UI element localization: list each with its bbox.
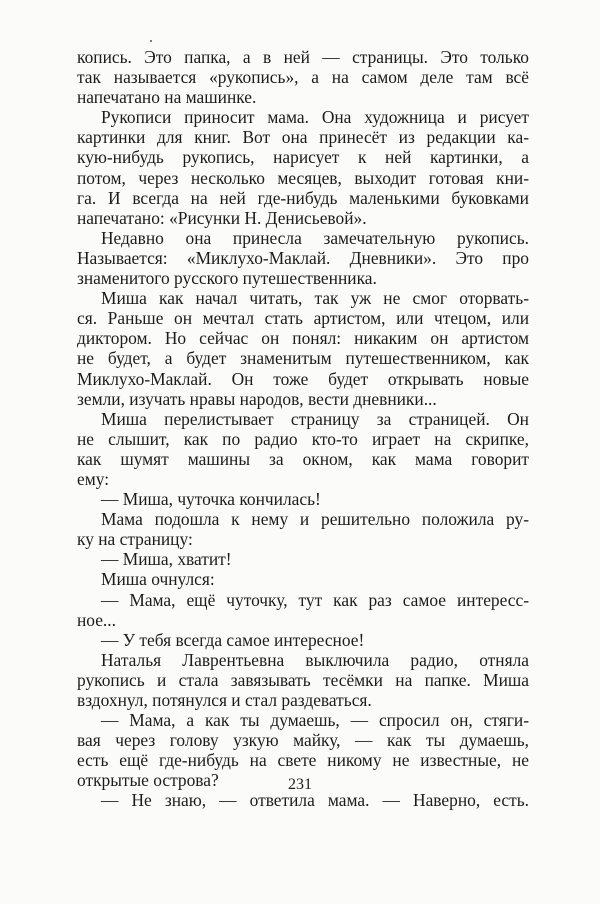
- text-line: га. И всегда на ней где-нибудь маленькими буковками: [77, 187, 529, 208]
- paragraph: [77, 107, 529, 228]
- text-line: вздохнул, потянулся и стал раздеваться.: [77, 690, 372, 710]
- text-line: — Миша, чуточка кончилась!: [101, 489, 321, 510]
- text-line: картинки для книг. Вот она принесёт из редакции ка-: [77, 127, 529, 148]
- text-line: Миша как начал читать, так уж не смог оторвать-: [101, 288, 529, 309]
- text-line: кую-нибудь рукопись, нарисует к ней картинки, а: [77, 147, 529, 168]
- paragraph: [77, 650, 529, 710]
- text-line: Рукописи приносит мама. Она художница и рисует: [101, 107, 529, 128]
- text-line: Миша очнулся:: [101, 569, 215, 590]
- paragraph: [77, 47, 529, 107]
- print-speck: [150, 40, 152, 42]
- text-line: копись. Это папка, а в ней — страницы. Это только: [77, 47, 529, 67]
- text-line: не будет, а будет знаменитым путешественником, как: [77, 348, 529, 369]
- text-line: напечатано на машинке.: [77, 87, 257, 108]
- text-line: не слышит, как по радио кто-то играет на скрипке,: [77, 428, 529, 449]
- text-line: вая через голову узкую майку, — как ты думаешь,: [77, 730, 529, 751]
- paragraph: [77, 569, 529, 589]
- page-number: 231: [288, 776, 312, 793]
- paragraph: [77, 549, 529, 569]
- text-line: Недавно она принесла замечательную рукопись.: [101, 227, 529, 248]
- text-line: ся. Раньше он мечтал стать артистом, или чтецом, или: [77, 308, 529, 329]
- paragraph: [77, 409, 529, 489]
- text-line: — Не знаю, — ответила мама. — Наверно, есть.: [101, 790, 529, 811]
- text-line: так называется «рукопись», а на самом деле там всё: [77, 67, 529, 88]
- text-line: как шумят машины за окном, как мама говорит: [77, 448, 529, 469]
- paragraph: [77, 509, 529, 549]
- text-line: ку на страницу:: [77, 529, 193, 550]
- text-line: есть ещё где-нибудь на свете никому не известные, не: [77, 750, 529, 771]
- text-line: Называется: «Миклухо-Маклай. Дневники». Это про: [77, 247, 529, 268]
- body-text: [77, 47, 529, 811]
- text-line: — У тебя всегда самое интересное!: [101, 629, 365, 650]
- paragraph: [77, 288, 529, 409]
- text-line: открытые острова?: [77, 770, 219, 791]
- paragraph: [77, 590, 529, 630]
- text-line: ное...: [77, 609, 116, 630]
- text-line: Миша перелистывает страницу за страницей. Он: [101, 408, 529, 429]
- text-line: земли, изучать нравы народов, вести дневники...: [77, 388, 437, 409]
- text-line: напечатано: «Рисунки Н. Денисьевой».: [77, 207, 367, 228]
- text-line: — Миша, хватит!: [101, 549, 232, 570]
- text-line: потом, через несколько месяцев, выходит готовая кни-: [77, 167, 529, 188]
- text-line: знаменитого русского путешественника.: [77, 268, 377, 289]
- text-line: — Мама, ещё чуточку, тут как раз самое интересс-: [101, 589, 529, 610]
- paragraph: [77, 228, 529, 288]
- text-line: Миклухо-Маклай. Он тоже будет открывать новые: [77, 368, 529, 389]
- text-line: рукопись и стала завязывать тесёмки на папке. Миша: [77, 669, 529, 690]
- text-line: диктором. Но сейчас он понял: никаким он артистом: [77, 328, 529, 349]
- text-line: Наталья Лаврентьевна выключила радио, отняла: [101, 649, 529, 670]
- text-line: Мама подошла к нему и решительно положила ру-: [101, 509, 529, 530]
- paragraph: [77, 489, 529, 509]
- text-line: — Мама, а как ты думаешь, — спросил он, стяги-: [101, 710, 529, 731]
- text-line: ему:: [77, 468, 110, 489]
- paragraph: [77, 630, 529, 650]
